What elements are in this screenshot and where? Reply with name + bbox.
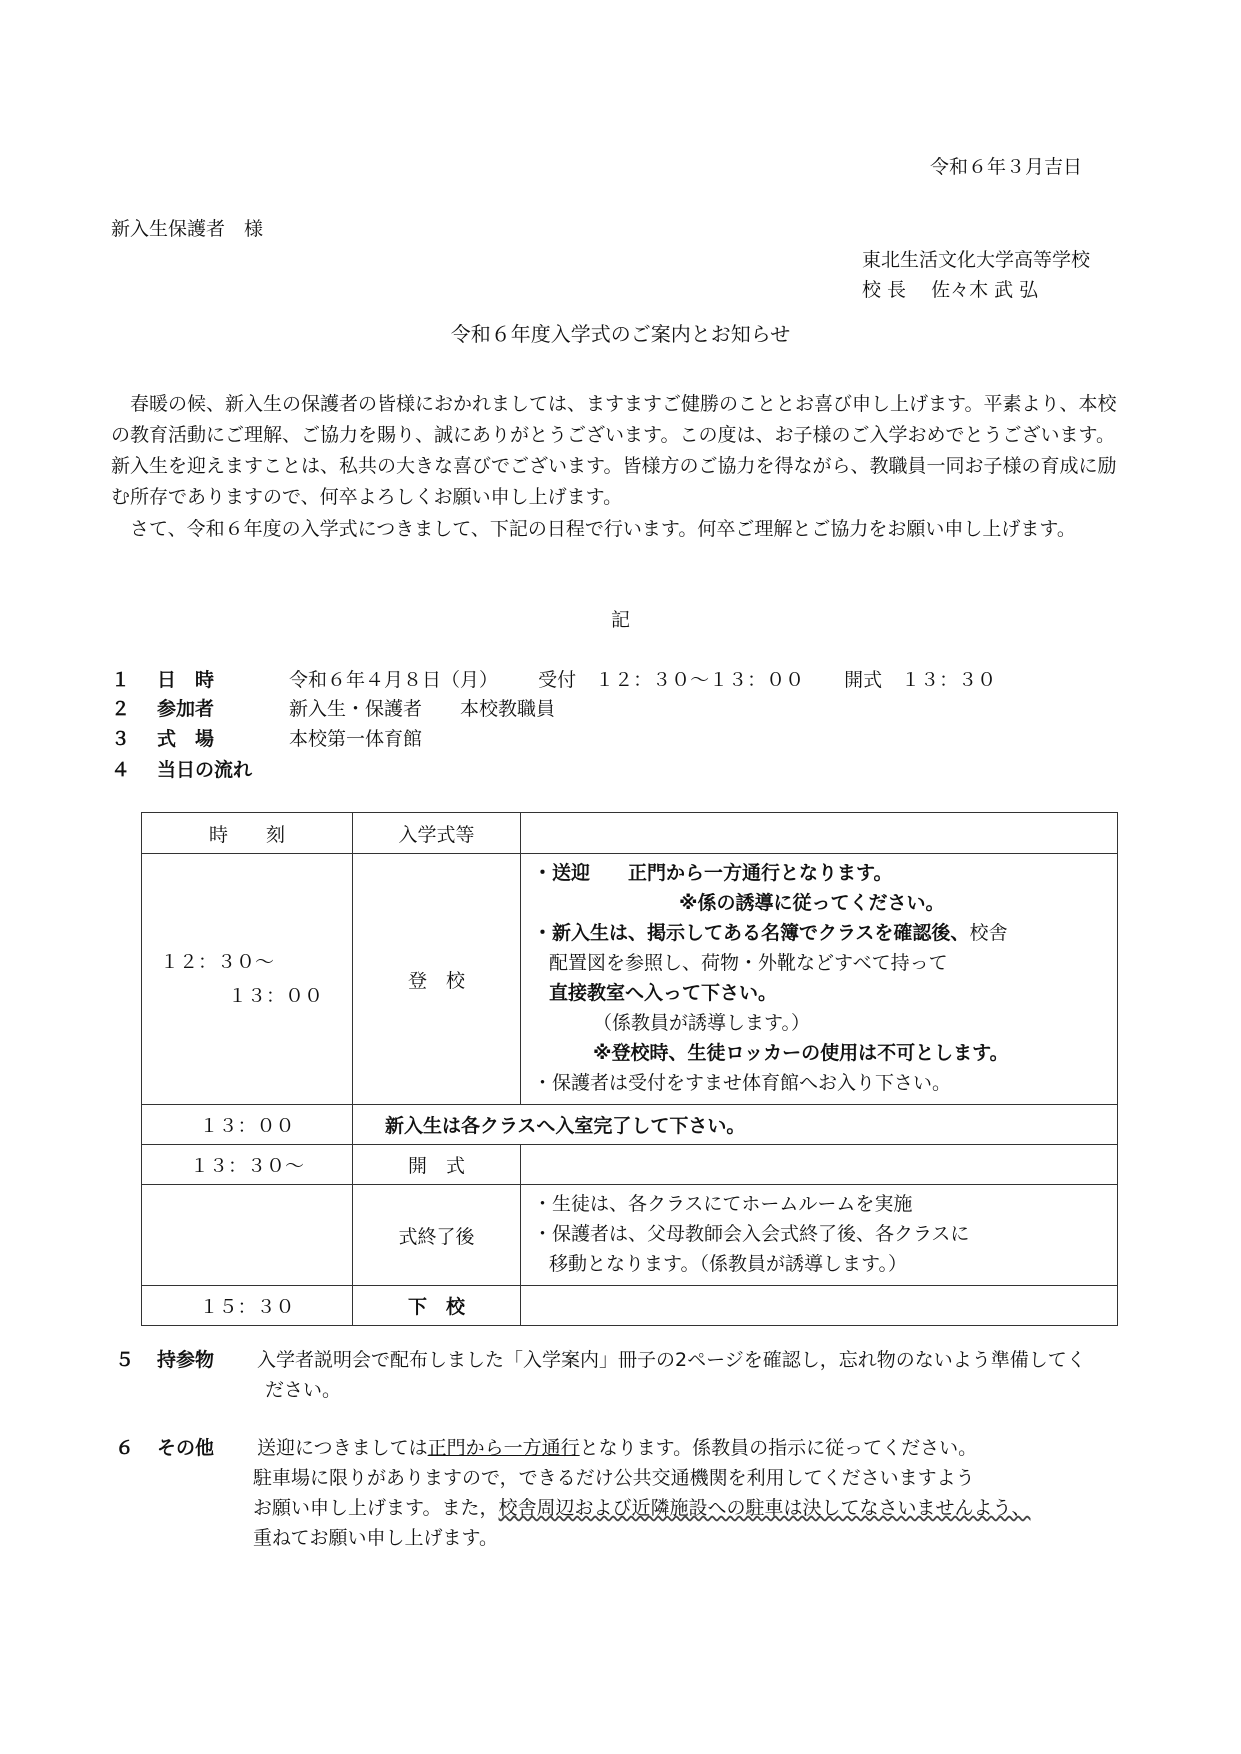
text-part: 送迎につきましては [257, 1437, 428, 1459]
event-date: 令和６年４月８日（月） [289, 669, 499, 691]
notes-cell [521, 1286, 1118, 1326]
time-start: １２：３０〜 [160, 951, 275, 973]
section-label: その他 [157, 1437, 215, 1459]
item-label: 当日の流れ [157, 759, 253, 781]
header-time: 時 刻 [142, 813, 353, 854]
section-line: ださい。 [265, 1379, 342, 1401]
wavy-underlined-text: 校舎周辺および近隣施設への駐車は決してなさいませんよう、 [498, 1497, 1031, 1519]
section-text [253, 1433, 1031, 1553]
table-row [142, 1185, 1118, 1286]
note-line: 移動となります。（係教員が誘導します。） [549, 1253, 907, 1275]
item-value: 本校第一体育館 [289, 728, 423, 750]
notes-cell [521, 1185, 1118, 1286]
event-cell: 登 校 [353, 854, 521, 1105]
note-line [533, 918, 1105, 948]
table-header-row [142, 813, 1118, 854]
event-cell: 下 校 [353, 1286, 521, 1326]
note-line: ・生徒は、各クラスにてホームルームを実施 [533, 1193, 913, 1215]
item-label: 式 場 [157, 728, 215, 750]
notes-cell [521, 1145, 1118, 1185]
item-value [289, 665, 1030, 692]
sender-principal: 校 長 佐々木 武 弘 [862, 279, 1039, 301]
section-number: ６ [115, 1437, 135, 1459]
text-part: となります。係教員の指示に従ってください。 [579, 1437, 978, 1459]
item-value: 新入生・保護者 本校教職員 [289, 698, 556, 720]
document-date: 令和６年３月吉日 [930, 156, 1083, 178]
note-line: ※係の誘導に従ってください。 [679, 892, 945, 914]
item-number: １ [111, 669, 131, 691]
note-line: 直接教室へ入って下さい。 [549, 982, 778, 1004]
section-line: 入学者説明会で配布しました「入学案内」冊子の2ページを確認し，忘れ物のないよう準備してく [257, 1349, 1086, 1371]
section-line [253, 1493, 1031, 1523]
reception-time: 受付 １２：３０〜１３：００ [538, 669, 805, 691]
note-line: （係教員が誘導します。） [593, 1012, 810, 1034]
note-bold-part: ・新入生は、掲示してある名簿でクラスを確認後、 [533, 922, 970, 944]
note-plain-part: 校舎 [969, 922, 1008, 944]
item-label: 日 時 [157, 669, 215, 691]
item-number: ４ [111, 759, 131, 781]
document-title: 令和６年度入学式のご案内とお知らせ [450, 322, 791, 346]
table-row [142, 1286, 1118, 1326]
sender-school: 東北生活文化大学高等学校 [862, 249, 1091, 271]
section-line [257, 1433, 1031, 1463]
note-line: ・保護者は受付をすませ体育館へお入り下さい。 [533, 1072, 952, 1094]
section-number: ５ [115, 1349, 135, 1371]
note-line: ・保護者は、父母教師会入会式終了後、各クラスに [533, 1223, 970, 1245]
time-cell: １３：００ [142, 1105, 353, 1145]
time-cell: １３：３０〜 [142, 1145, 353, 1185]
time-cell [142, 854, 353, 1105]
item-number: ３ [111, 728, 131, 750]
text-part: お願い申し上げます。また， [253, 1497, 499, 1519]
intro-paragraph: さて、令和６年度の入学式につきまして、下記の日程で行います。何卒ご理解とご協力をお願い申し上げます。 [130, 518, 1076, 540]
event-cell: 式終了後 [353, 1185, 521, 1286]
notes-cell [521, 854, 1118, 1105]
ki-heading: 記 [610, 609, 630, 631]
time-cell: １５：３０ [142, 1286, 353, 1326]
schedule-table [141, 812, 1118, 1326]
table-row [142, 1145, 1118, 1185]
header-event: 入学式等 [353, 813, 521, 854]
item-label: 参加者 [157, 698, 215, 720]
note-line: ・送迎 正門から一方通行となります。 [533, 862, 893, 884]
section-line: 駐車場に限りがありますので，できるだけ公共交通機関を利用してくださいますよう [253, 1467, 975, 1489]
item-number: ２ [111, 698, 131, 720]
greeting-paragraph: 春暖の候、新入生の保護者の皆様におかれましては、ますますご健勝のこととお喜び申し上げます。平素より、本校の教育活動にご理解、ご協力を賜り、誠にありがとうございます。この度は、お子様のご入学おめでとうございます。新入生を迎えますことは、私共の大きな喜びでございます。皆様方のご協力を得ながら、教職員一同お子様の育成に励む所存でありますので、何卒よろしくお願い申し上げます。 [111, 393, 1117, 508]
table-row [142, 854, 1118, 1105]
section-line: 重ねてお願い申し上げます。 [253, 1527, 499, 1549]
header-notes [521, 813, 1118, 854]
time-end: １３：００ [228, 985, 324, 1007]
time-cell [142, 1185, 353, 1286]
opening-time: 開式 １３：３０ [844, 669, 997, 691]
underlined-text: 正門から一方通行 [427, 1437, 580, 1459]
addressee: 新入生保護者 様 [111, 218, 264, 240]
section-text [257, 1345, 1086, 1405]
full-note-cell: 新入生は各クラスへ入室完了して下さい。 [353, 1105, 1118, 1145]
note-line: ※登校時、生徒ロッカーの使用は不可とします。 [593, 1042, 1009, 1064]
note-line: 配置図を参照し、荷物・外靴などすべて持って [549, 952, 948, 974]
event-cell: 開 式 [353, 1145, 521, 1185]
table-row [142, 1105, 1118, 1145]
section-label: 持参物 [157, 1349, 215, 1371]
